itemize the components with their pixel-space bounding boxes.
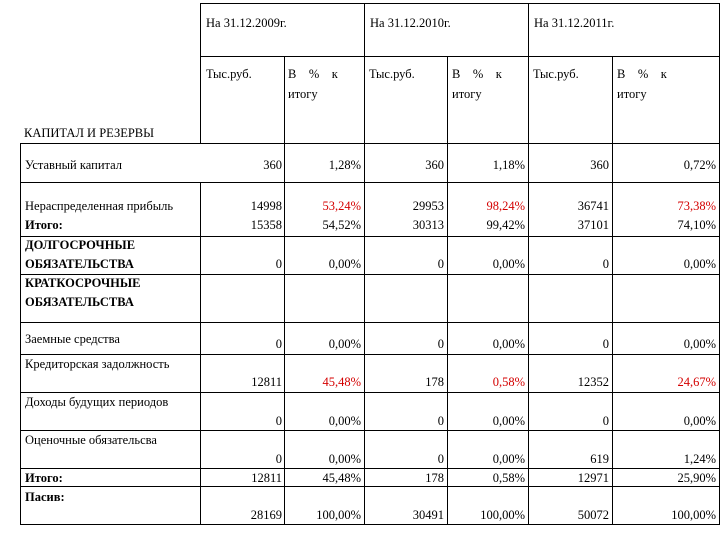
row-label: Уставный капитал bbox=[25, 158, 123, 172]
period-header-2010: На 31.12.2010г. bbox=[370, 16, 451, 30]
row-label-total: Итого: bbox=[25, 218, 63, 232]
table-rule bbox=[20, 392, 719, 393]
period-header-2009: На 31.12.2009г. bbox=[206, 16, 287, 30]
value-cell: 0,58% bbox=[492, 471, 525, 485]
row-label: Оценочные обязательсва bbox=[25, 433, 157, 447]
value-cell: 12352 bbox=[577, 375, 609, 389]
row-label-total: Итого: bbox=[25, 471, 63, 485]
table-rule bbox=[20, 430, 719, 431]
period-header-2011: На 31.12.2011г. bbox=[534, 16, 615, 30]
table-rule bbox=[20, 486, 719, 487]
value-cell: 0 bbox=[275, 337, 282, 351]
value-cell: 0 bbox=[437, 257, 444, 271]
value-cell: 0,00% bbox=[492, 452, 525, 466]
value-cell: 54,52% bbox=[322, 218, 361, 232]
value-cell: 36741 bbox=[577, 199, 609, 213]
row-label: Доходы будущих периодов bbox=[25, 395, 169, 409]
value-cell: 12811 bbox=[251, 471, 282, 485]
value-cell: 619 bbox=[590, 452, 609, 466]
share-header: В % к bbox=[288, 67, 338, 81]
section-title-capital: КАПИТАЛ И РЕЗЕРВЫ bbox=[24, 126, 155, 140]
value-cell: 0,00% bbox=[492, 337, 525, 351]
value-cell-highlight: 73,38% bbox=[677, 199, 716, 213]
value-cell: 0 bbox=[275, 257, 282, 271]
table-rule bbox=[20, 143, 719, 144]
row-label: ОБЯЗАТЕЛЬСТВА bbox=[25, 295, 134, 309]
table-rule bbox=[20, 236, 719, 237]
share-header-line2: итогу bbox=[288, 87, 318, 101]
value-cell: 0,00% bbox=[492, 414, 525, 428]
value-cell-highlight: 0,58% bbox=[492, 375, 525, 389]
value-cell: 0 bbox=[437, 414, 444, 428]
share-header-line2: итогу bbox=[452, 87, 482, 101]
value-cell: 0 bbox=[275, 414, 282, 428]
value-cell: 360 bbox=[263, 158, 282, 172]
unit-header: Тыс.руб. bbox=[369, 67, 415, 81]
value-cell: 178 bbox=[425, 375, 444, 389]
value-cell: 360 bbox=[590, 158, 609, 172]
value-cell: 0,00% bbox=[328, 452, 361, 466]
value-cell: 1,28% bbox=[328, 158, 361, 172]
table-rule bbox=[20, 322, 719, 323]
value-cell: 1,18% bbox=[492, 158, 525, 172]
value-cell: 178 bbox=[425, 471, 444, 485]
value-cell: 0,00% bbox=[492, 257, 525, 271]
table-rule bbox=[20, 143, 21, 525]
row-label: Кредиторская задолжность bbox=[25, 357, 170, 371]
table-rule bbox=[20, 354, 719, 355]
value-cell: 100,00% bbox=[316, 508, 361, 522]
row-label: Нераспределенная прибыль bbox=[25, 199, 174, 213]
row-label: КРАТКОСРОЧНЫЕ bbox=[25, 276, 141, 290]
value-cell: 30491 bbox=[412, 508, 444, 522]
value-cell: 1,24% bbox=[683, 452, 716, 466]
value-cell: 30313 bbox=[412, 218, 444, 232]
value-cell: 100,00% bbox=[671, 508, 716, 522]
value-cell: 12811 bbox=[251, 375, 282, 389]
unit-header: Тыс.руб. bbox=[533, 67, 579, 81]
value-cell: 99,42% bbox=[486, 218, 525, 232]
value-cell-highlight: 45,48% bbox=[322, 375, 361, 389]
value-cell: 0 bbox=[602, 414, 609, 428]
row-label: ДОЛГОСРОЧНЫЕ bbox=[25, 238, 136, 252]
value-cell: 0 bbox=[602, 257, 609, 271]
value-cell: 45,48% bbox=[322, 471, 361, 485]
row-label: Заемные средства bbox=[25, 332, 120, 346]
value-cell: 14998 bbox=[250, 199, 282, 213]
value-cell-highlight: 98,24% bbox=[486, 199, 525, 213]
value-cell: 28169 bbox=[250, 508, 282, 522]
table-rule bbox=[200, 56, 719, 57]
value-cell-highlight: 24,67% bbox=[677, 375, 716, 389]
value-cell: 0,00% bbox=[683, 337, 716, 351]
table-rule bbox=[200, 3, 719, 4]
value-cell: 15358 bbox=[250, 218, 282, 232]
value-cell: 0,00% bbox=[328, 257, 361, 271]
value-cell: 0,00% bbox=[328, 414, 361, 428]
share-header: В % к bbox=[617, 67, 667, 81]
value-cell: 0,00% bbox=[683, 257, 716, 271]
share-header: В % к bbox=[452, 67, 502, 81]
value-cell: 360 bbox=[425, 158, 444, 172]
value-cell: 0,00% bbox=[328, 337, 361, 351]
value-cell: 0,72% bbox=[683, 158, 716, 172]
table-rule bbox=[20, 274, 719, 275]
row-label: ОБЯЗАТЕЛЬСТВА bbox=[25, 257, 134, 271]
value-cell: 0 bbox=[602, 337, 609, 351]
table-rule bbox=[20, 468, 719, 469]
value-cell-highlight: 53,24% bbox=[322, 199, 361, 213]
share-header-line2: итогу bbox=[617, 87, 647, 101]
value-cell: 0,00% bbox=[683, 414, 716, 428]
value-cell: 100,00% bbox=[480, 508, 525, 522]
value-cell: 50072 bbox=[577, 508, 609, 522]
value-cell: 25,90% bbox=[677, 471, 716, 485]
value-cell: 37101 bbox=[577, 218, 609, 232]
value-cell: 29953 bbox=[412, 199, 444, 213]
table-rule bbox=[200, 3, 201, 143]
value-cell: 0 bbox=[275, 452, 282, 466]
value-cell: 12971 bbox=[577, 471, 609, 485]
table-rule bbox=[20, 524, 719, 525]
table-rule bbox=[20, 182, 719, 183]
row-label-total: Пасив: bbox=[25, 490, 65, 504]
value-cell: 0 bbox=[437, 452, 444, 466]
unit-header: Тыс.руб. bbox=[206, 67, 252, 81]
value-cell: 74,10% bbox=[677, 218, 716, 232]
value-cell: 0 bbox=[437, 337, 444, 351]
